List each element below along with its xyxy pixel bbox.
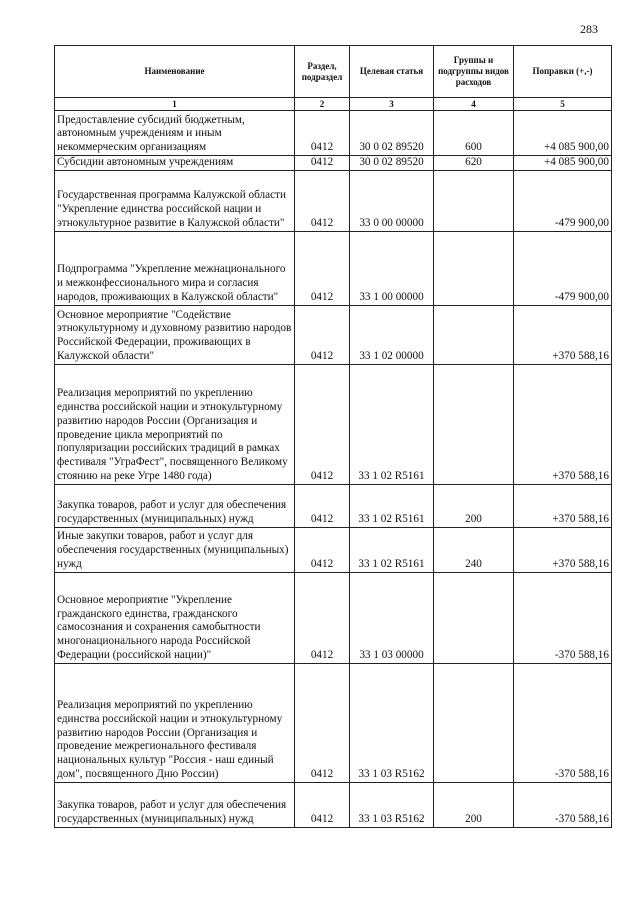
row-group <box>434 364 514 484</box>
table-row <box>55 663 612 782</box>
row-amount: -370 588,16 <box>514 663 612 782</box>
table-row <box>55 484 612 527</box>
table-row <box>55 527 612 572</box>
row-amount: -370 588,16 <box>514 572 612 663</box>
row-article: 33 1 02 R5161 <box>350 527 434 572</box>
table-row <box>55 305 612 364</box>
row-group: 600 <box>434 111 514 156</box>
row-name: Реализация мероприятий по укреплению единства российской нации и этнокультурному развитию народов России (Организация и проведение цикла мероприятий по популяризации российских традиций в рамках фестиваля "УграФест", посвященного Великому стоянию на реке Угре 1480 года) <box>55 364 295 484</box>
row-article: 33 1 03 R5162 <box>350 782 434 827</box>
row-group <box>434 170 514 231</box>
row-section: 0412 <box>295 170 350 231</box>
row-group: 240 <box>434 527 514 572</box>
row-article: 33 1 03 R5162 <box>350 663 434 782</box>
row-amount: +4 085 900,00 <box>514 111 612 156</box>
table-row <box>55 364 612 484</box>
row-amount: +370 588,16 <box>514 364 612 484</box>
row-article: 33 1 02 R5161 <box>350 484 434 527</box>
row-amount: +370 588,16 <box>514 305 612 364</box>
row-section: 0412 <box>295 364 350 484</box>
row-amount: +370 588,16 <box>514 484 612 527</box>
row-section: 0412 <box>295 156 350 171</box>
column-number: 4 <box>434 98 514 111</box>
row-article: 33 1 02 R5161 <box>350 364 434 484</box>
column-number: 1 <box>55 98 295 111</box>
row-name: Реализация мероприятий по укреплению единства российской нации и этнокультурному развитию народов России (Организация и проведение межрегионального фестиваля национальных культур "Россия - наш единый дом", посвященного Дню России) <box>55 663 295 782</box>
row-article: 30 0 02 89520 <box>350 111 434 156</box>
column-number: 3 <box>350 98 434 111</box>
row-section: 0412 <box>295 111 350 156</box>
row-article: 30 0 02 89520 <box>350 156 434 171</box>
budget-amendments-table <box>54 45 612 828</box>
table-row <box>55 111 612 156</box>
row-name: Основное мероприятие "Укрепление гражданского единства, гражданского самосознания и сохранения самобытности многонационального народа Российской Федерации (российской нации)" <box>55 572 295 663</box>
row-name: Подпрограмма "Укрепление межнационального и межконфессионального мира и согласия народов, проживающих в Калужской области" <box>55 231 295 305</box>
header-section: Раздел, подраздел <box>295 46 350 98</box>
row-group <box>434 231 514 305</box>
table-row <box>55 231 612 305</box>
header-amendments: Поправки (+,-) <box>514 46 612 98</box>
table-row <box>55 782 612 827</box>
row-section: 0412 <box>295 663 350 782</box>
row-name: Закупка товаров, работ и услуг для обеспечения государственных (муниципальных) нужд <box>55 484 295 527</box>
row-group <box>434 305 514 364</box>
row-section: 0412 <box>295 484 350 527</box>
row-name: Иные закупки товаров, работ и услуг для обеспечения государственных (муниципальных) нужд <box>55 527 295 572</box>
row-amount: -370 588,16 <box>514 782 612 827</box>
row-name: Предоставление субсидий бюджетным, автономным учреждениям и иным некоммерческим организациям <box>55 111 295 156</box>
row-amount: -479 900,00 <box>514 231 612 305</box>
header-article: Целевая статья <box>350 46 434 98</box>
row-section: 0412 <box>295 572 350 663</box>
row-article: 33 1 02 00000 <box>350 305 434 364</box>
column-number-row <box>55 98 612 111</box>
row-article: 33 0 00 00000 <box>350 170 434 231</box>
row-amount: +370 588,16 <box>514 527 612 572</box>
row-group <box>434 572 514 663</box>
header-row <box>55 46 612 98</box>
row-group: 200 <box>434 782 514 827</box>
page-number: 283 <box>580 22 598 36</box>
column-number: 2 <box>295 98 350 111</box>
row-article: 33 1 00 00000 <box>350 231 434 305</box>
table-row <box>55 156 612 171</box>
row-section: 0412 <box>295 527 350 572</box>
row-amount: +4 085 900,00 <box>514 156 612 171</box>
row-group <box>434 663 514 782</box>
header-name: Наименование <box>55 46 295 98</box>
column-number: 5 <box>514 98 612 111</box>
row-section: 0412 <box>295 231 350 305</box>
row-group: 200 <box>434 484 514 527</box>
table-row <box>55 170 612 231</box>
row-article: 33 1 03 00000 <box>350 572 434 663</box>
table-row <box>55 572 612 663</box>
header-groups: Группы и подгруппы видов расходов <box>434 46 514 98</box>
row-amount: -479 900,00 <box>514 170 612 231</box>
row-name: Субсидии автономным учреждениям <box>55 156 295 171</box>
row-name: Государственная программа Калужской области "Укрепление единства российской нации и этнокультурное развитие в Калужской области" <box>55 170 295 231</box>
row-section: 0412 <box>295 305 350 364</box>
row-name: Закупка товаров, работ и услуг для обеспечения государственных (муниципальных) нужд <box>55 782 295 827</box>
row-section: 0412 <box>295 782 350 827</box>
row-name: Основное мероприятие "Содействие этнокультурному и духовному развитию народов Российской Федерации, проживающих в Калужской области" <box>55 305 295 364</box>
row-group: 620 <box>434 156 514 171</box>
